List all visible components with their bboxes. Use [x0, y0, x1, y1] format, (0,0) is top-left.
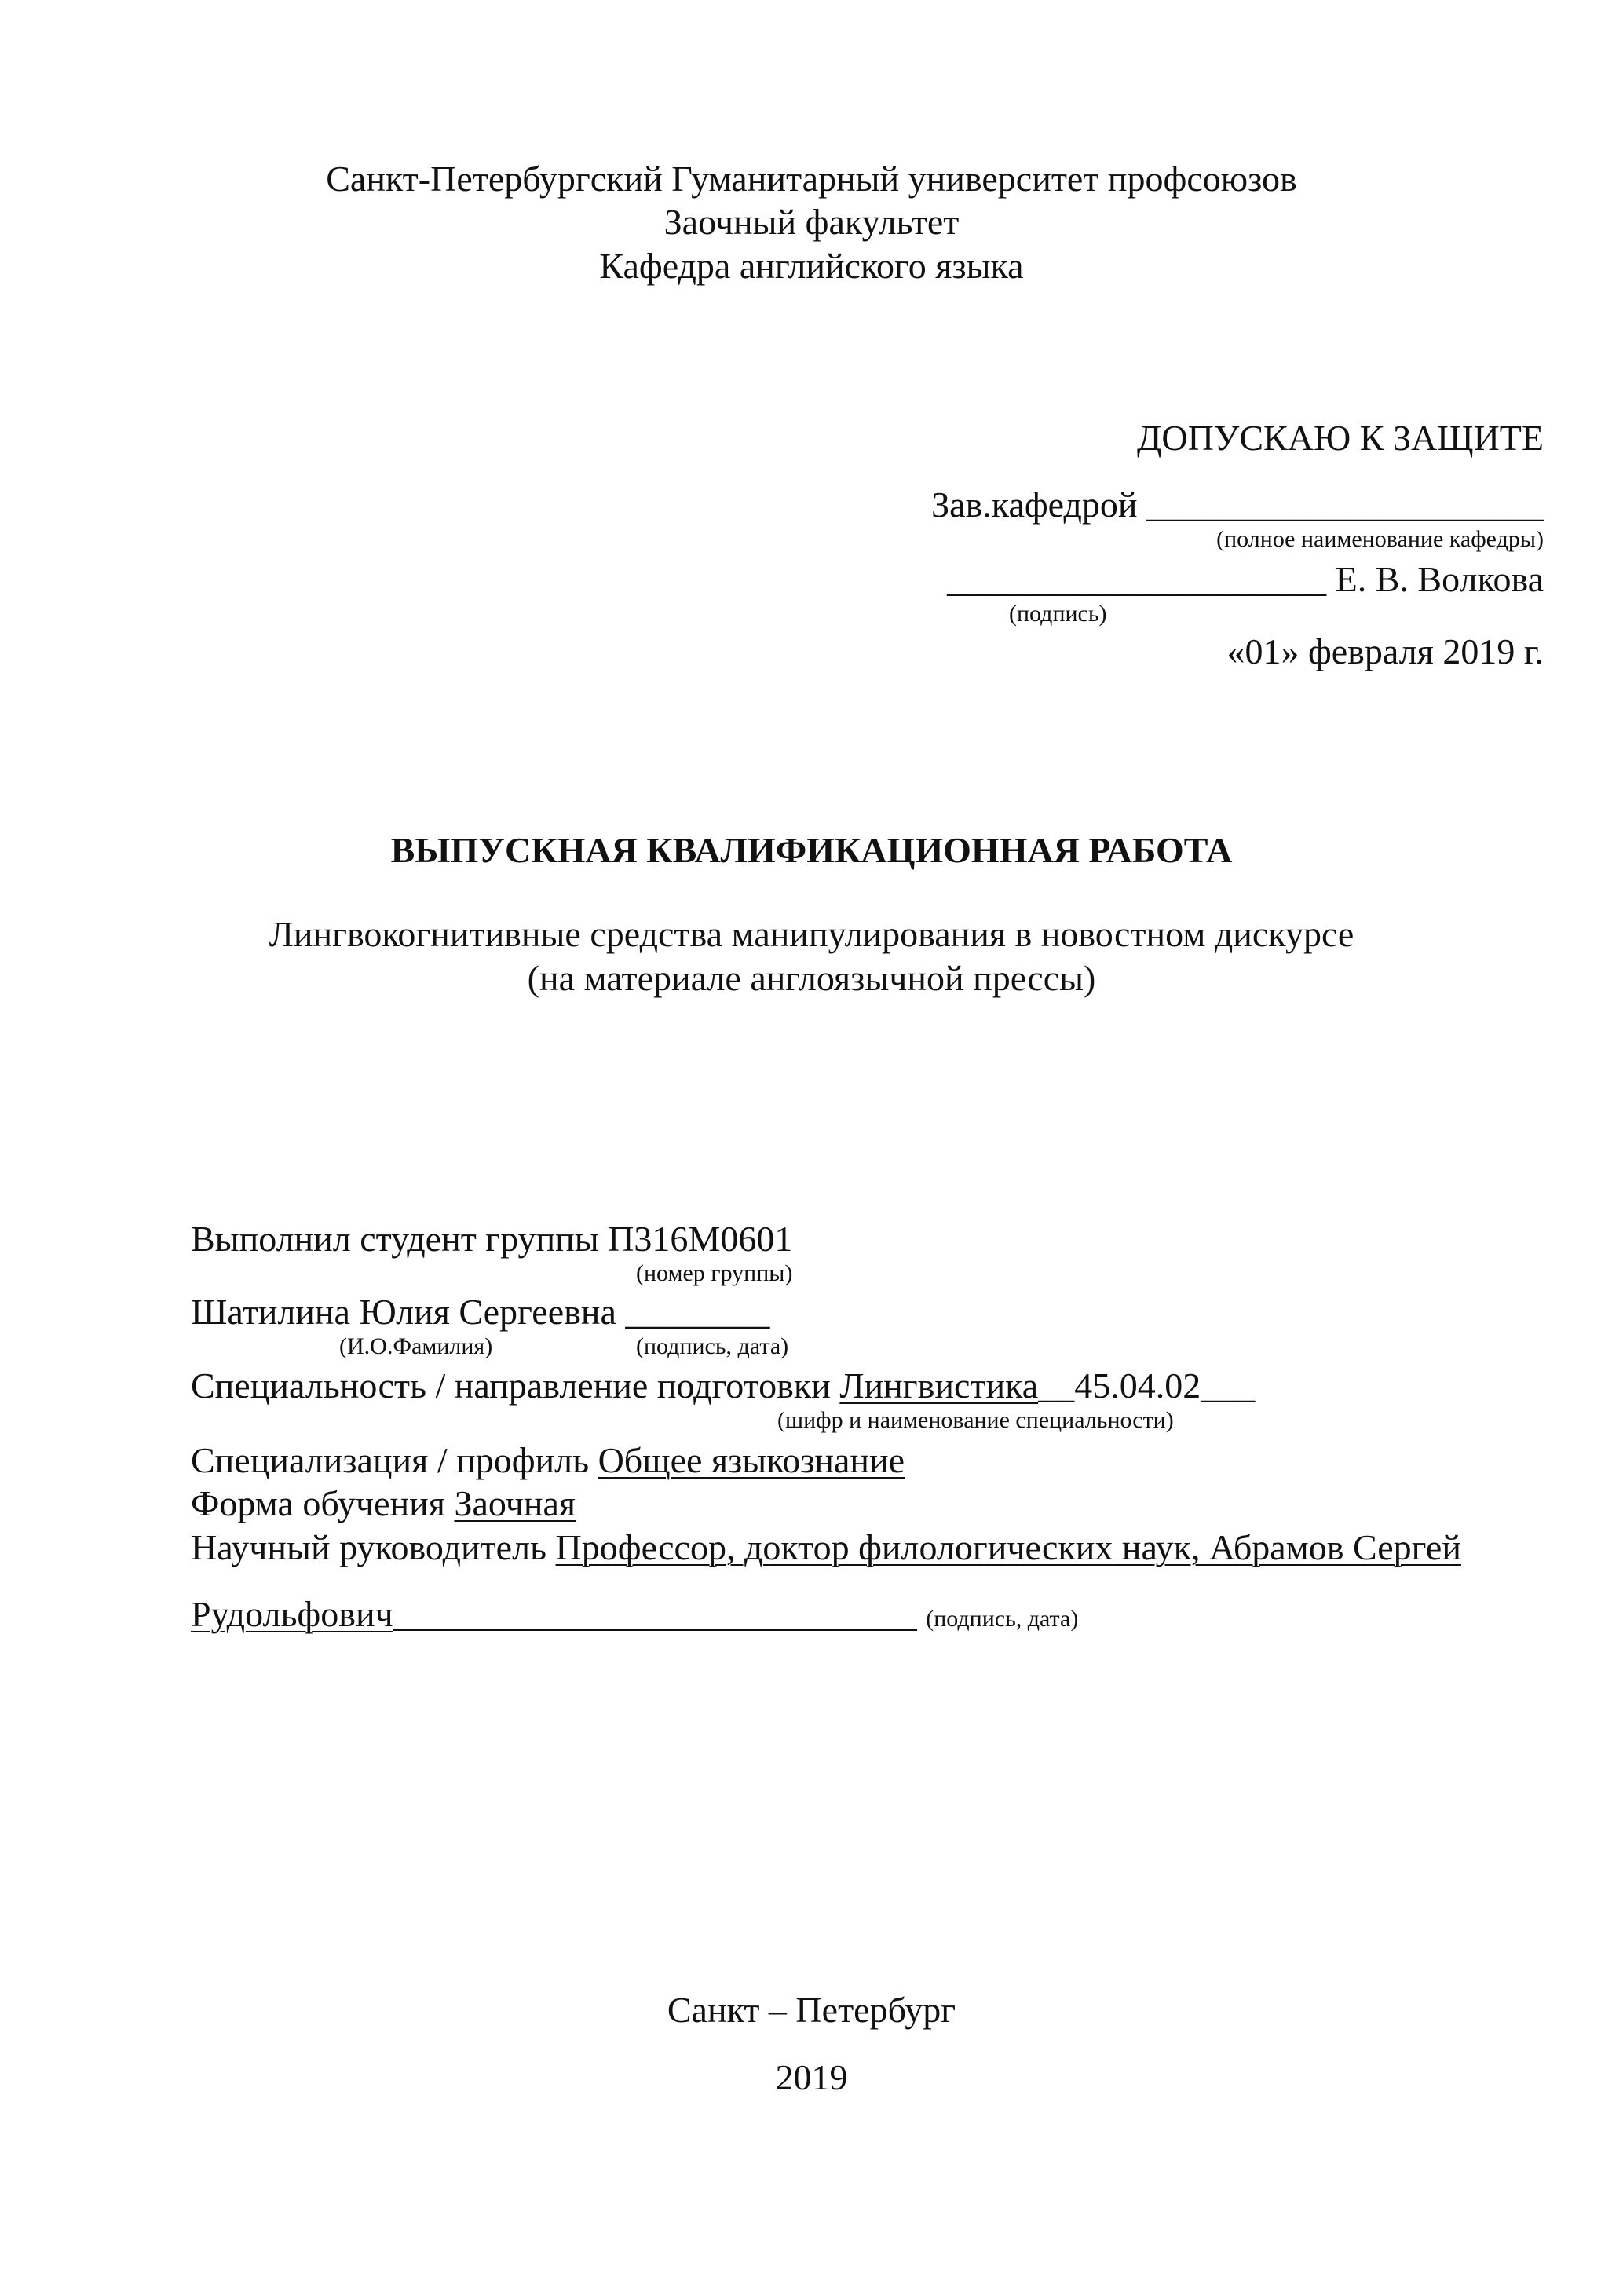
head-label: Зав.кафедрой	[931, 484, 1138, 525]
study-form-value: Заочная	[454, 1483, 576, 1523]
supervisor-sign-caption: (подпись, дата)	[926, 1606, 1079, 1632]
specialty-label: Специальность / направление подготовки	[191, 1366, 831, 1406]
supervisor-line	[191, 1526, 1461, 1570]
profile-line	[191, 1439, 905, 1483]
faculty-name: Заочный факультет	[663, 202, 960, 242]
group-number: П316М0601	[608, 1219, 793, 1259]
name-caption: (И.О.Фамилия)	[339, 1333, 493, 1359]
year: 2019	[775, 2057, 848, 2097]
student-name: Шатилина Юлия Сергеевна	[191, 1292, 616, 1332]
specialty-code: __45.04.02___	[1038, 1366, 1256, 1406]
university-name: Санкт-Петербургский Гуманитарный университет профсоюзов	[326, 159, 1297, 199]
head-of-department-line	[931, 483, 1544, 527]
specialty-value: Лингвистика	[839, 1366, 1039, 1406]
signature-blank: _____________________	[947, 559, 1327, 599]
supervisor-label: Научный руководитель	[191, 1527, 547, 1567]
work-title-line2: (на материале англоязычной прессы)	[527, 958, 1096, 998]
student-sign-caption: (подпись, дата)	[636, 1333, 789, 1359]
department-caption: (полное наименование кафедры)	[1216, 526, 1544, 552]
specialty-line	[191, 1364, 1255, 1408]
head-blank: ______________________	[1146, 484, 1544, 525]
city: Санкт – Петербург	[667, 1990, 956, 2030]
supervisor-sign-blank: _____________________________	[393, 1594, 917, 1634]
supervisor-line-2	[191, 1592, 1078, 1641]
signature-caption: (подпись)	[1009, 601, 1107, 627]
approval-date: «01» февраля 2019 г.	[1226, 631, 1544, 671]
study-form-label: Форма обучения	[191, 1483, 445, 1523]
head-name: Е. В. Волкова	[1335, 559, 1544, 599]
department-name: Кафедра английского языка	[599, 246, 1024, 286]
group-caption: (номер группы)	[636, 1260, 793, 1286]
supervisor-value-cont: Рудольфович	[191, 1594, 393, 1634]
student-sign-blank: ________	[625, 1292, 770, 1332]
student-name-line	[191, 1290, 769, 1334]
specialty-caption: (шифр и наименование специальности)	[777, 1407, 1174, 1433]
profile-value: Общее языкознание	[598, 1440, 905, 1480]
profile-label: Специализация / профиль	[191, 1440, 590, 1480]
student-group-line	[191, 1217, 792, 1261]
work-title-line1: Лингвокогнитивные средства манипулирования в новостном дискурсе	[269, 914, 1354, 954]
study-form-line	[191, 1482, 576, 1526]
work-type: ВЫПУСКНАЯ КВАЛИФИКАЦИОННАЯ РАБОТА	[390, 830, 1233, 870]
supervisor-value: Профессор, доктор филологических наук, Абрамов Сергей	[555, 1527, 1461, 1567]
done-by-label: Выполнил студент группы	[191, 1219, 599, 1259]
head-signature-line	[947, 558, 1544, 601]
approval-title: ДОПУСКАЮ К ЗАЩИТЕ	[1136, 418, 1544, 458]
